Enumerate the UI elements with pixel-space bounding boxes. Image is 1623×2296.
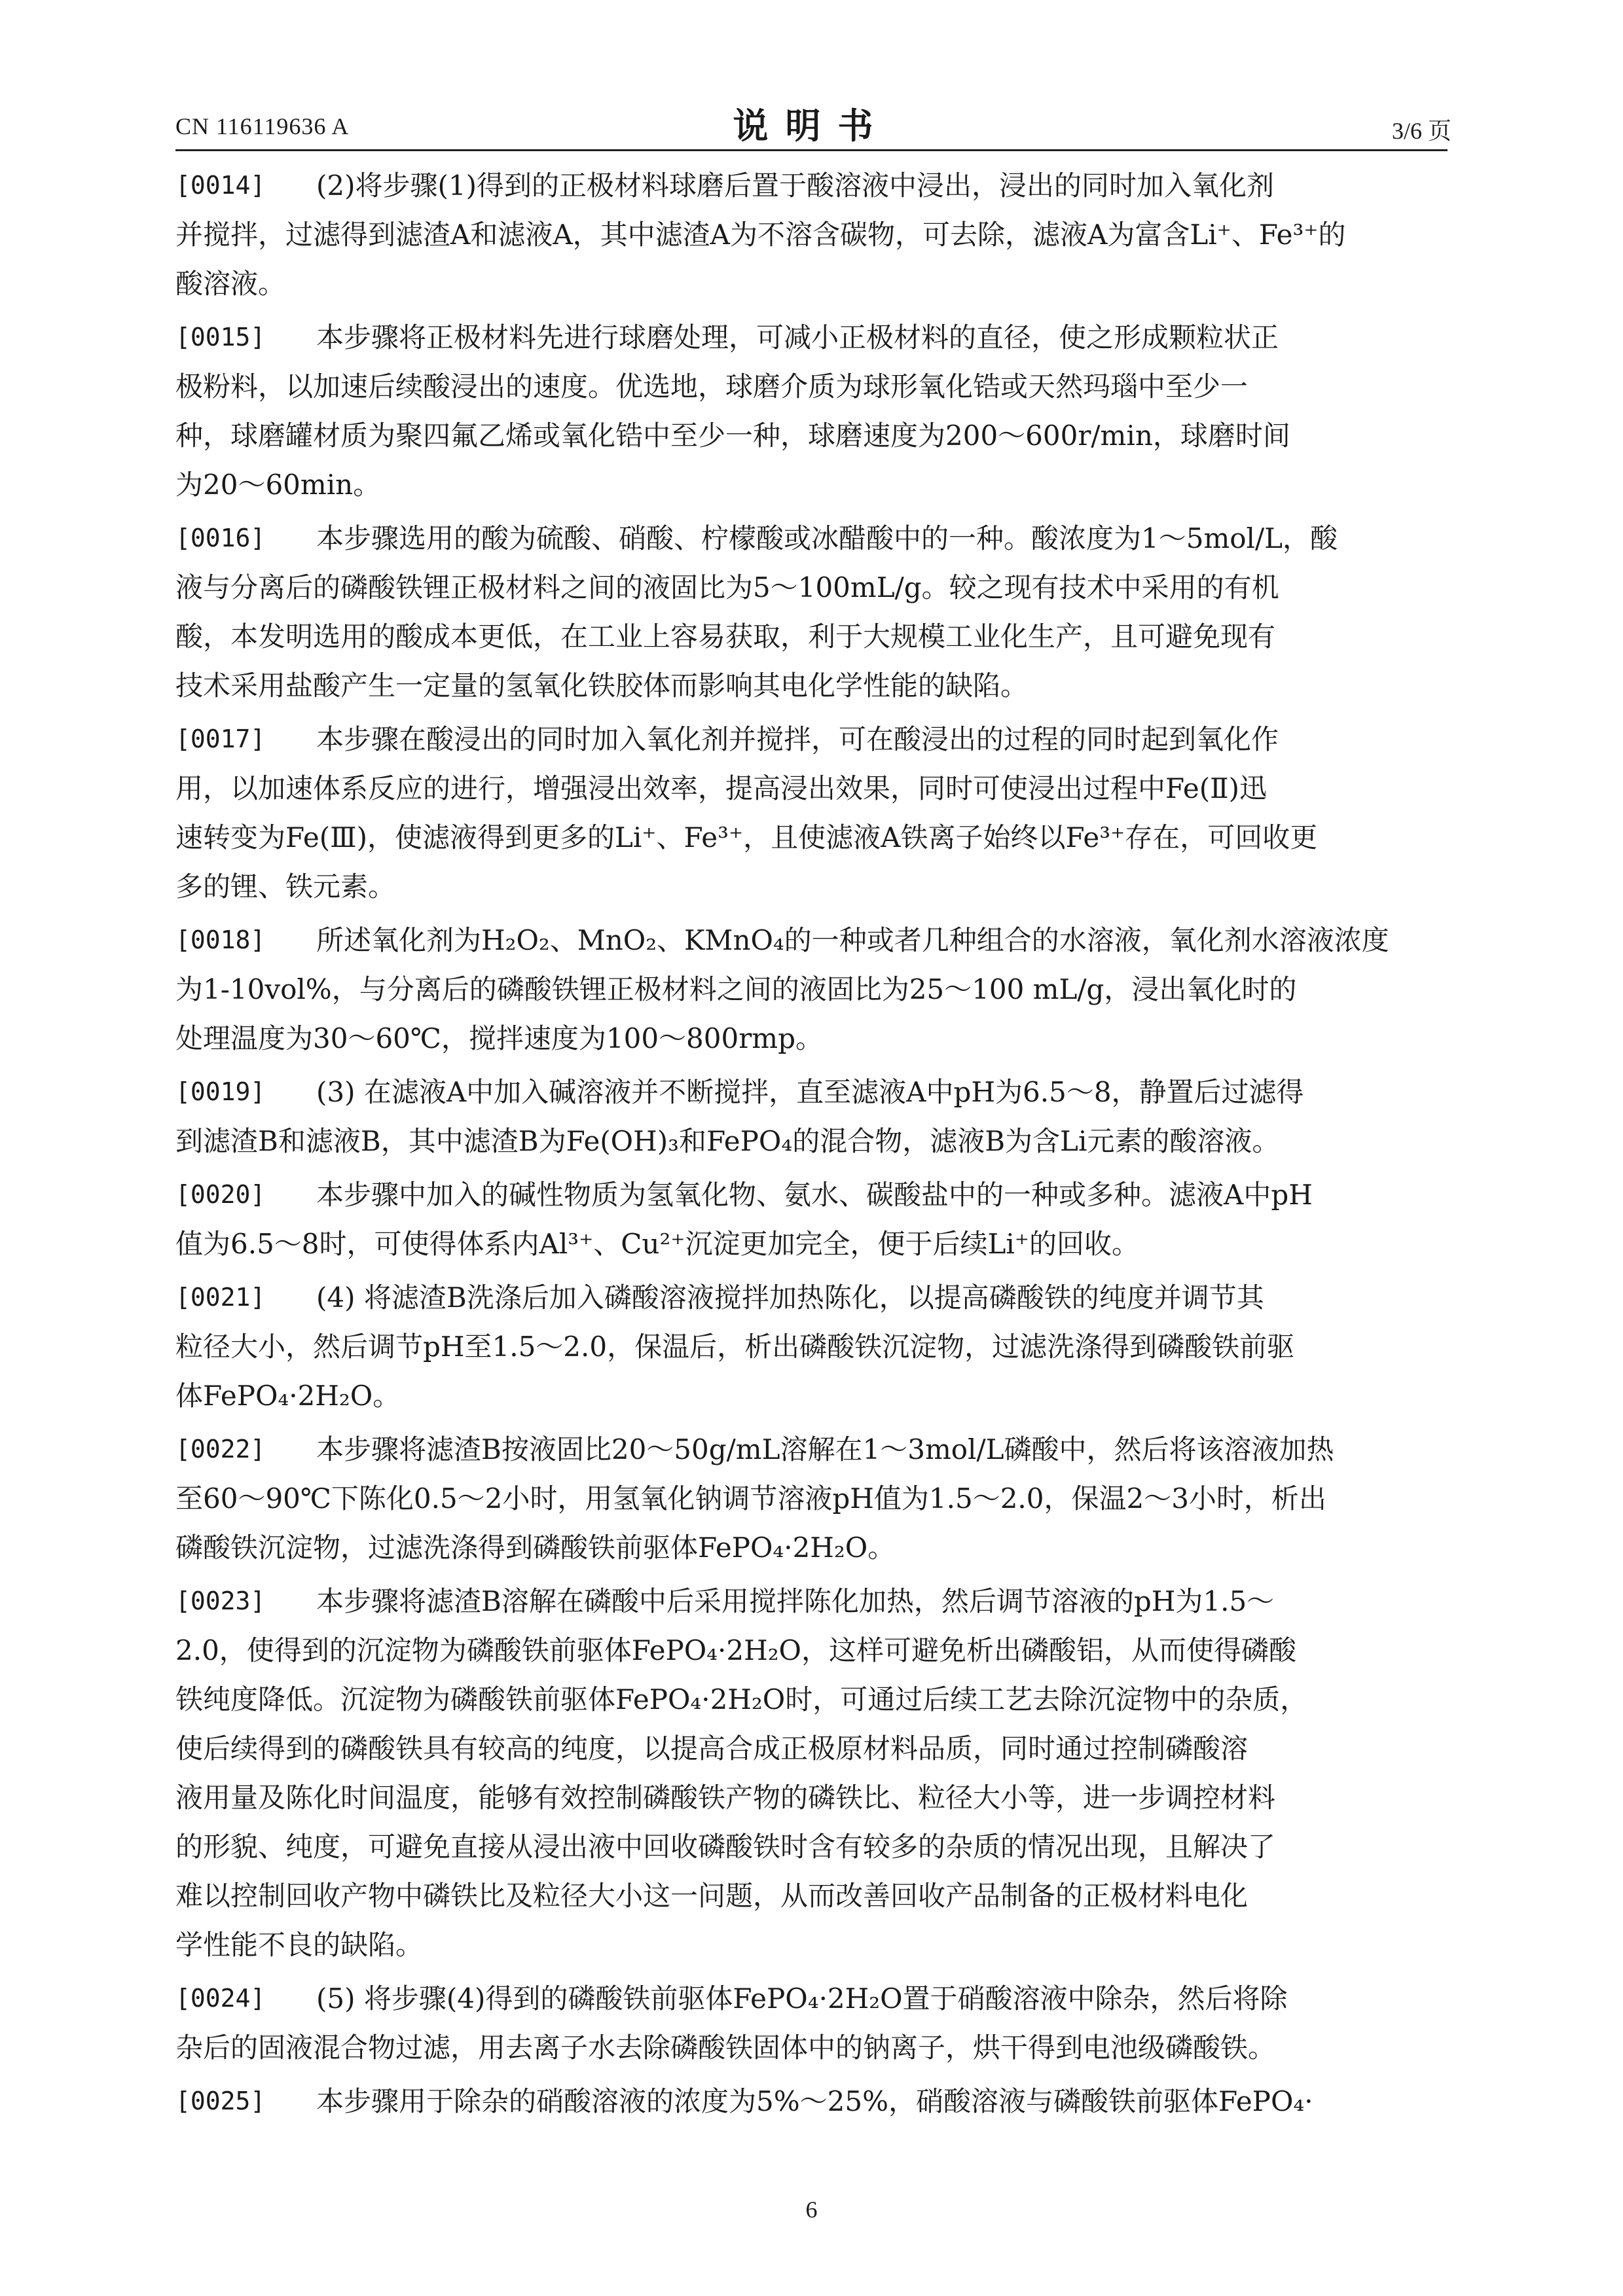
paragraph-line [175,1474,1452,1523]
paragraph-line [175,1523,1452,1572]
document-title: 说明书 [733,105,890,147]
paragraph-text: 本步骤中加入的碱性物质为氢氧化物、氨水、碳酸盐中的一种或多种。滤液A中pH [316,1179,1313,1211]
paragraph-text: 为1-10vol%，与分离后的磷酸铁锂正极材料之间的液固比为25～100 mL/g，浸出氧化时的 [175,973,1297,1005]
paragraph-line [175,2023,1452,2072]
page-indicator: 3/6 页 [1391,118,1451,144]
paragraph-text: 到滤渣B和滤液B，其中滤渣B为Fe(OH)₃和FePO₄的混合物，滤液B为含Li元素的酸溶液。 [175,1125,1280,1157]
paragraph [175,161,1452,308]
paragraph-text: 用，以加速体系反应的进行，增强浸出效率，提高浸出效果，同时可使浸出过程中Fe(Ⅱ)迅 [175,772,1267,804]
paragraph-line [175,1014,1452,1063]
paragraph [175,1577,1452,1969]
paragraph-line [175,1920,1452,1969]
paragraph-line [175,1425,1452,1474]
paragraph-text: 酸溶液。 [175,268,286,300]
paragraph-text: 为20～60min。 [175,469,381,501]
paragraph-text: 铁纯度降低。沉淀物为磷酸铁前驱体FePO₄·2H₂O时，可通过后续工艺去除沉淀物中的杂质， [175,1683,1308,1715]
paragraph [175,2077,1452,2126]
paragraph-line [175,1974,1452,2023]
document-body [175,161,1452,2130]
paragraph-line [175,161,1452,210]
paragraph-line [175,313,1452,362]
paragraph [175,1974,1452,2072]
paragraph-text: (2)将步骤(1)得到的正极材料球磨后置于酸溶液中浸出，浸出的同时加入氧化剂 [316,170,1274,202]
paragraph-number: [0021] [175,1283,266,1312]
paragraph-text: 本步骤在酸浸出的同时加入氧化剂并搅拌，可在酸浸出的过程的同时起到氧化作 [316,723,1279,755]
paragraph-line [175,514,1452,563]
paragraph-text: 2.0，使得到的沉淀物为磷酸铁前驱体FePO₄·2H₂O，这样可避免析出磷酸铝，从而使得磷酸 [175,1634,1296,1666]
paragraph-text: 本步骤将正极材料先进行球磨处理，可减小正极材料的直径，使之形成颗粒状正 [316,321,1279,353]
paragraph-line [175,1371,1452,1420]
paragraph-line [175,862,1452,911]
paragraph-line [175,1871,1452,1920]
paragraph-number: [0023] [175,1587,266,1615]
paragraph-line [175,813,1452,862]
paragraph-line [175,1322,1452,1371]
paragraph-line [175,1219,1452,1268]
paragraph-number: [0018] [175,925,266,954]
paragraph-text: 多的锂、铁元素。 [175,870,396,903]
paragraph-number: [0015] [175,323,266,351]
paragraph-text: (4) 将滤渣B洗涤后加入磷酸溶液搅拌加热陈化，以提高磷酸铁的纯度并调节其 [316,1282,1264,1314]
paragraph-line [175,210,1452,259]
paragraph [175,1067,1452,1166]
paragraph-line [175,1773,1452,1822]
paragraph-line [175,715,1452,764]
paragraph-text: 所述氧化剂为H₂O₂、MnO₂、KMnO₄的一种或者几种组合的水溶液，氧化剂水溶液浓度 [316,924,1389,956]
paragraph-line [175,1170,1452,1219]
paragraph-text: 液与分离后的磷酸铁锂正极材料之间的液固比为5～100mL/g。较之现有技术中采用的有机 [175,571,1279,603]
paragraph-number: [0014] [175,171,266,200]
paragraph [175,313,1452,509]
page-number: 6 [805,2197,818,2223]
publication-number: CN 116119636 A [175,113,350,139]
paragraph-text: 值为6.5～8时，可使得体系内Al³⁺、Cu²⁺沉淀更加完全，便于后续Li⁺的回收。 [175,1228,1139,1260]
paragraph-text: 技术采用盐酸产生一定量的氢氧化铁胶体而影响其电化学性能的缺陷。 [175,670,1029,702]
paragraph-text: 速转变为Fe(Ⅲ)，使滤液得到更多的Li⁺、Fe³⁺，且使滤液A铁离子始终以Fe³⁺存在，可回收更 [175,821,1318,853]
paragraph-text: 液用量及陈化时间温度，能够有效控制磷酸铁产物的磷铁比、粒径大小等，进一步调控材料 [175,1782,1276,1814]
paragraph-number: [0024] [175,1984,266,2013]
paragraph-text: 使后续得到的磷酸铁具有较高的纯度，以提高合成正极原材料品质，同时通过控制磷酸溶 [175,1732,1249,1765]
paragraph-number: [0020] [175,1180,266,1209]
paragraph-line [175,411,1452,460]
paragraph [175,916,1452,1063]
paragraph-text: 学性能不良的缺陷。 [175,1929,424,1961]
paragraph-text: 本步骤选用的酸为硫酸、硝酸、柠檬酸或冰醋酸中的一种。酸浓度为1～5mol/L，酸 [316,522,1338,554]
paragraph [175,715,1452,911]
paragraph-line [175,259,1452,308]
paragraph-line [175,460,1452,509]
paragraph-text: 难以控制回收产物中磷铁比及粒径大小这一问题，从而改善回收产品制备的正极材料电化 [175,1880,1249,1912]
paragraph-number: [0025] [175,2087,266,2115]
paragraph-number: [0022] [175,1435,266,1463]
paragraph-line [175,661,1452,710]
paragraph-line [175,1067,1452,1117]
header-divider [175,149,1448,151]
paragraph-line [175,362,1452,411]
paragraph [175,1273,1452,1420]
paragraph [175,1425,1452,1572]
paragraph-text: (5) 将步骤(4)得到的磷酸铁前驱体FePO₄·2H₂O置于硝酸溶液中除杂，然后将除 [316,1982,1288,2015]
paragraph-line [175,1822,1452,1871]
paragraph-line [175,1117,1452,1166]
paragraph-text: 杂后的固液混合物过滤，用去离子水去除磷酸铁固体中的钠离子，烘干得到电池级磷酸铁。 [175,2032,1276,2064]
paragraph-number: [0016] [175,524,266,552]
paragraph-text: 并搅拌，过滤得到滤渣A和滤液A，其中滤渣A为不溶含碳物，可去除，滤液A为富含Li⁺、Fe³⁺的 [175,219,1346,251]
paragraph-text: 粒径大小，然后调节pH至1.5～2.0，保温后，析出磷酸铁沉淀物，过滤洗涤得到磷酸铁前驱 [175,1331,1295,1363]
paragraph-text: 处理温度为30～60℃，搅拌速度为100～800rmp。 [175,1022,823,1054]
paragraph-text: (3) 在滤液A中加入碱溶液并不断搅拌，直至滤液A中pH为6.5～8，静置后过滤得 [316,1076,1304,1108]
paragraph-line [175,916,1452,965]
paragraph-line [175,612,1452,661]
paragraph-text: 本步骤将滤渣B按液固比20～50g/mL溶解在1～3mol/L磷酸中，然后将该溶液加热 [316,1433,1334,1465]
paragraph-number: [0019] [175,1077,266,1106]
paragraph [175,514,1452,710]
paragraph-text: 的形貌、纯度，可避免直接从浸出液中回收磷酸铁时含有较多的杂质的情况出现，且解决了 [175,1831,1276,1863]
paragraph-line [175,1675,1452,1724]
paragraph-text: 磷酸铁沉淀物，过滤洗涤得到磷酸铁前驱体FePO₄·2H₂O。 [175,1532,896,1564]
paragraph-line [175,2077,1452,2126]
paragraph-text: 至60～90℃下陈化0.5～2小时，用氢氧化钠调节溶液pH值为1.5～2.0，保温2～3小时，析出 [175,1482,1326,1515]
paragraph-text: 极粉料，以加速后续酸浸出的速度。优选地，球磨介质为球形氧化锆或天然玛瑙中至少一 [175,370,1249,403]
paragraph-number: [0017] [175,725,266,753]
paragraph-line [175,1724,1452,1773]
paragraph-text: 体FePO₄·2H₂O。 [175,1380,401,1412]
paragraph-line [175,1577,1452,1626]
paragraph-line [175,563,1452,612]
paragraph-line [175,1626,1452,1675]
paragraph-text: 本步骤用于除杂的硝酸溶液的浓度为5%～25%，硝酸溶液与磷酸铁前驱体FePO₄· [316,2085,1313,2117]
paragraph-text: 种，球磨罐材质为聚四氟乙烯或氧化锆中至少一种，球磨速度为200～600r/min，球磨时间 [175,420,1290,452]
paragraph-line [175,764,1452,813]
paragraph-text: 本步骤将滤渣B溶解在磷酸中后采用搅拌陈化加热，然后调节溶液的pH为1.5～ [316,1585,1275,1617]
paragraph [175,1170,1452,1268]
paragraph-line [175,965,1452,1014]
paragraph-line [175,1273,1452,1322]
paragraph-text: 酸，本发明选用的酸成本更低，在工业上容易获取，利于大规模工业化生产，且可避免现有 [175,620,1276,653]
